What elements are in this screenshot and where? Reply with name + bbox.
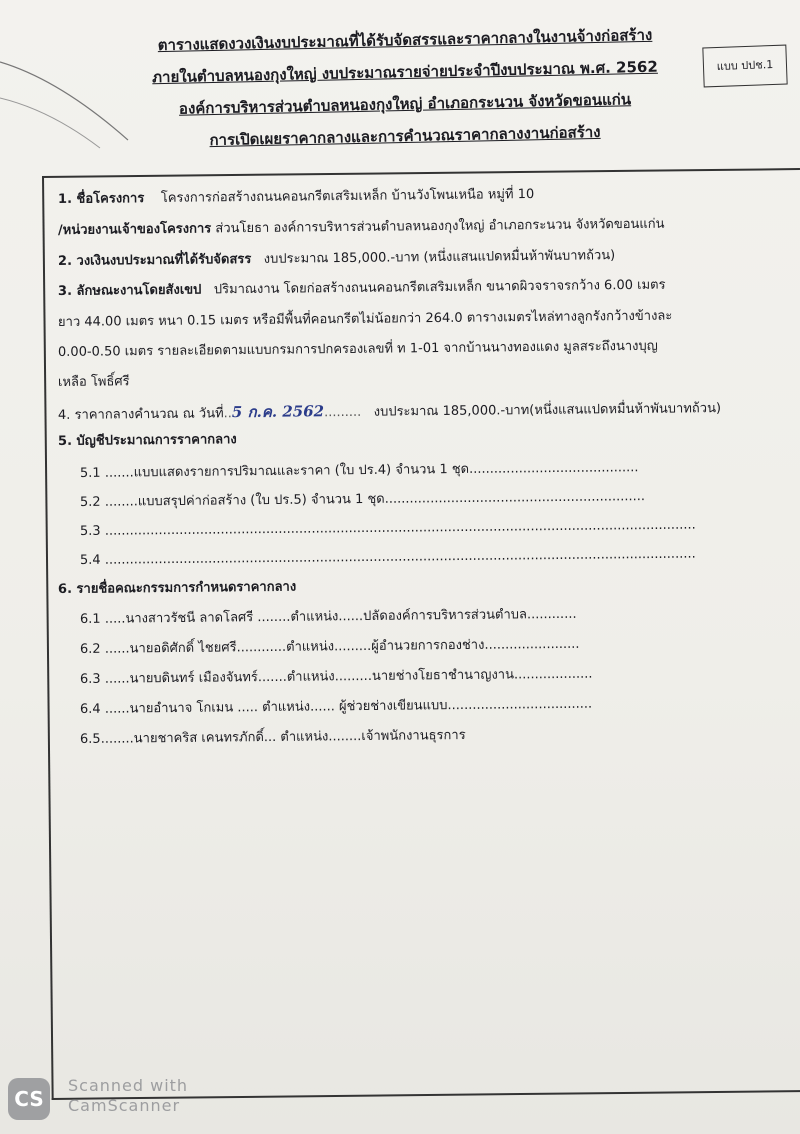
watermark-text <box>68 1076 188 1116</box>
header-title-line-3: องค์การบริหารส่วนตำบลหนองกุงใหญ่ อำเภอกระนวน จังหวัดขอนแก่น <box>178 90 632 118</box>
document-header <box>110 25 700 156</box>
s6-member-2: 6.2 ......นายอดิศักดิ์ ไชยศรี............ตำแหน่ง.........ผู้อำนวยการกองช่าง....................... <box>79 636 580 657</box>
s2-label: 2. วงเงินงบประมาณที่ได้รับจัดสรร <box>57 251 252 269</box>
s4-dots-lead: .. <box>223 406 232 422</box>
s2-value: งบประมาณ 185,000.-บาท (หนึ่งแสนแปดหมื่นห้าพันบาทถ้วน) <box>263 248 616 267</box>
s6-member-4: 6.4 ......นายอำนาจ โกเมน ..... ตำแหน่ง...... ผู้ช่วยช่างเขียนแบบ................................... <box>79 696 593 717</box>
s5-item-1: 5.1 .......แบบแสดงรายการปริมาณและราคา (ใบ ปร.4) จำนวน 1 ชุด......................................... <box>79 460 639 481</box>
s5-item-2: 5.2 ........แบบสรุปค่าก่อสร้าง (ใบ ปร.5) จำนวน 1 ชุด............................................................... <box>79 489 646 510</box>
section-6-committee: 6. รายชื่อคณะกรรมการกำหนดราคากลาง <box>57 579 297 597</box>
s1-value: โครงการก่อสร้างถนนคอนกรีตเสริมเหล็ก บ้านวังโพนเหนือ หมู่ที่ 10 <box>160 187 535 206</box>
s3-continuation-2: 0.00-0.50 เมตร รายละเอียดตามแบบกรมการปกครองเลขที่ ท 1-01 จากบ้านนางทองแดง มูลสระถึงนางบุญ <box>57 338 658 360</box>
s1b-value: ส่วนโยธา องค์การบริหารส่วนตำบลหนองกุงใหญ่ อำเภอกระนวน จังหวัดขอนแก่น <box>215 216 665 237</box>
watermark-line-1: Scanned with <box>68 1076 189 1095</box>
s4-value: งบประมาณ 185,000.-บาท(หนึ่งแสนแปดหมื่นห้าพันบาทถ้วน) <box>373 401 722 420</box>
s4-dots-trail: ......... <box>324 404 362 421</box>
camscanner-logo-icon: CS <box>8 1078 50 1120</box>
s3-continuation-3: เหลือ โพธิ์ศรี <box>57 374 130 390</box>
header-title-line-1: ตารางแสดงวงเงินงบประมาณที่ได้รับจัดสรรและราคากลางในงานจ้างก่อสร้าง <box>157 25 653 55</box>
s5-item-4: 5.4 ............................................................................................................................................... <box>79 546 696 568</box>
s3-value: ปริมาณงาน โดยก่อสร้างถนนคอนกรีตเสริมเหล็ก ขนาดผิวจราจรกว้าง 6.00 เมตร <box>213 277 666 298</box>
s1b-label: /หน่วยงานเจ้าของโครงการ <box>57 221 212 238</box>
s4-label: 4. ราคากลางคำนวณ ณ วันที่ <box>57 406 224 423</box>
s6-member-3: 6.3 ......นายบดินทร์ เมืองจันทร์.......ตำแหน่ง.........นายช่างโยธาชำนาญงาน................... <box>79 666 593 687</box>
watermark-line-2: CamScanner <box>68 1096 181 1115</box>
s4-handwritten-date: 5 ก.ค. 2562 <box>231 402 325 422</box>
s5-item-3: 5.3 ............................................................................................................................................... <box>79 517 696 539</box>
s6-member-5: 6.5........นายชาคริส เคนทรภักดิ์... ตำแหน่ง........เจ้าพนักงานธุรการ <box>79 727 466 747</box>
s3-continuation-1: ยาว 44.00 เมตร หนา 0.15 เมตร หรือมีพื้นที่คอนกรีตไม่น้อยกว่า 264.0 ตารางเมตรไหล่ทางลูกรังกว้างข้างละ <box>57 308 673 330</box>
header-title-line-2: ภายในตำบลหนองกุงใหญ่ งบประมาณรายจ่ายประจำปีงบประมาณ พ.ศ. 2562 <box>152 57 658 87</box>
content-frame <box>42 168 800 1100</box>
s6-member-1: 6.1 .....นางสาวรัชนี ลาดโลศรี ........ตำแหน่ง......ปลัดองค์การบริหารส่วนตำบล............ <box>79 606 577 627</box>
s1-label: 1. ชื่อโครงการ <box>57 191 145 207</box>
camscanner-watermark <box>8 1076 208 1126</box>
s3-label: 3. ลักษณะงานโดยสังเขป <box>57 282 202 299</box>
section-5-estimate-list: 5. บัญชีประมาณการราคากลาง <box>57 432 237 449</box>
header-title-line-4: การเปิดเผยราคากลางและการคำนวณราคากลางงานก่อสร้าง <box>209 122 601 150</box>
form-code-box: แบบ ปปช.1 <box>702 45 787 88</box>
